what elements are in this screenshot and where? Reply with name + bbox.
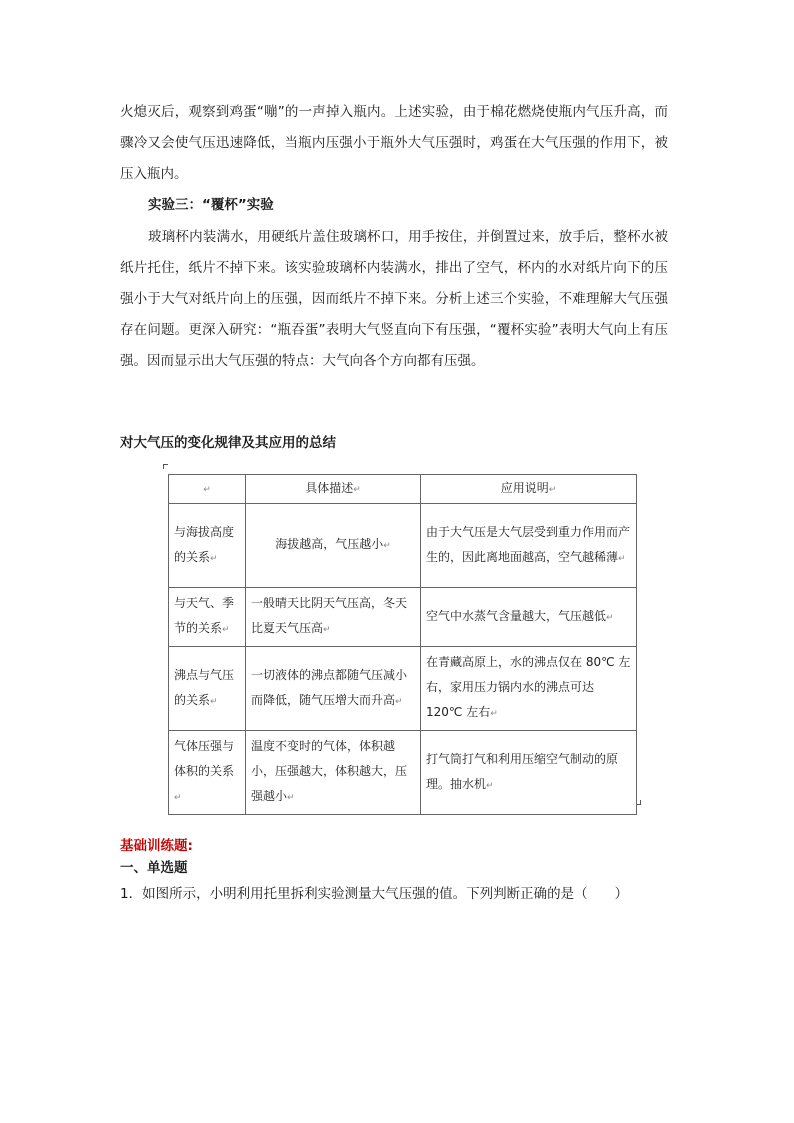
- question-1: 1．如图所示，小明利用托里拆利实验测量大气压强的值。下列判断正确的是（ ）: [120, 886, 629, 902]
- description-cell: 一切液体的沸点都随气压减小而降低，随气压增大而升高↵: [246, 647, 421, 731]
- application-cell: 打气筒打气和利用压缩空气制动的原理。抽水机↵: [421, 731, 637, 815]
- pressure-summary-table: [168, 474, 637, 815]
- row-label-cell: 气体压强与体积的关系↵: [169, 731, 246, 815]
- table-row: [169, 731, 637, 815]
- table-row: [169, 588, 637, 647]
- description-cell: 温度不变时的气体，体积越小，压强越大，体积越大，压强越小↵: [246, 731, 421, 815]
- table-header-cell: 具体描述↵: [246, 475, 421, 504]
- description-cell: 一般晴天比阴天气压高，冬天比夏天气压高↵: [246, 588, 421, 647]
- application-cell: 由于大气压是大气层受到重力作用而产生的，因此离地面越高，空气越稀薄↵: [421, 504, 637, 588]
- table-anchor-mark: [163, 464, 168, 469]
- summary-title: 对大气压的变化规律及其应用的总结: [120, 435, 336, 451]
- description-cell: 海拔越高，气压越小↵: [246, 504, 421, 588]
- row-label-cell: 与海拔高度的关系↵: [169, 504, 246, 588]
- application-cell: 空气中水蒸气含量越大，气压越低↵: [421, 588, 637, 647]
- table-row: [169, 647, 637, 731]
- application-cell: 在青藏高原上，水的沸点仅在 80℃ 左右，家用压力锅内水的沸点可达 120℃ 左右↵: [421, 647, 637, 731]
- table-header-cell: ↵: [169, 475, 246, 504]
- paragraph-egg-experiment: 火熄灭后，观察到鸡蛋“嘣”的一声掉入瓶内。上述实验，由于棉花燃烧使瓶内气压升高，而骤冷又会使气压迅速降低，当瓶内压强小于瓶外大气压强时，鸡蛋在大气压强的作用下，被压入瓶内。: [120, 104, 668, 182]
- row-label-cell: 与天气、季节的关系↵: [169, 588, 246, 647]
- experiment-three-heading: 实验三：“覆杯”实验: [148, 197, 274, 213]
- section-single-choice: 一、单选题: [120, 860, 188, 876]
- table-header-cell: 应用说明↵: [421, 475, 637, 504]
- paragraph-cup-experiment: 玻璃杯内装满水，用硬纸片盖住玻璃杯口，用手按住，并倒置过来，放手后，整杯水被纸片托住，纸片不掉下来。该实验玻璃杯内装满水，排出了空气，杯内的水对纸片向下的压强小于大气对纸片向上的压强，因而纸片不掉下来。分析上述三个实验，不难理解大气压强存在问题。更深入研究：“瓶吞蛋”表明大气竖直向下有压强，“覆杯实验”表明大气向上有压强。因而显示出大气压强的特点：大气向各个方向都有压强。: [120, 229, 668, 369]
- table-row: [169, 504, 637, 588]
- row-label-cell: 沸点与气压的关系↵: [169, 647, 246, 731]
- exercise-title: 基础训练题:: [120, 838, 193, 854]
- table-header-row: [169, 475, 637, 504]
